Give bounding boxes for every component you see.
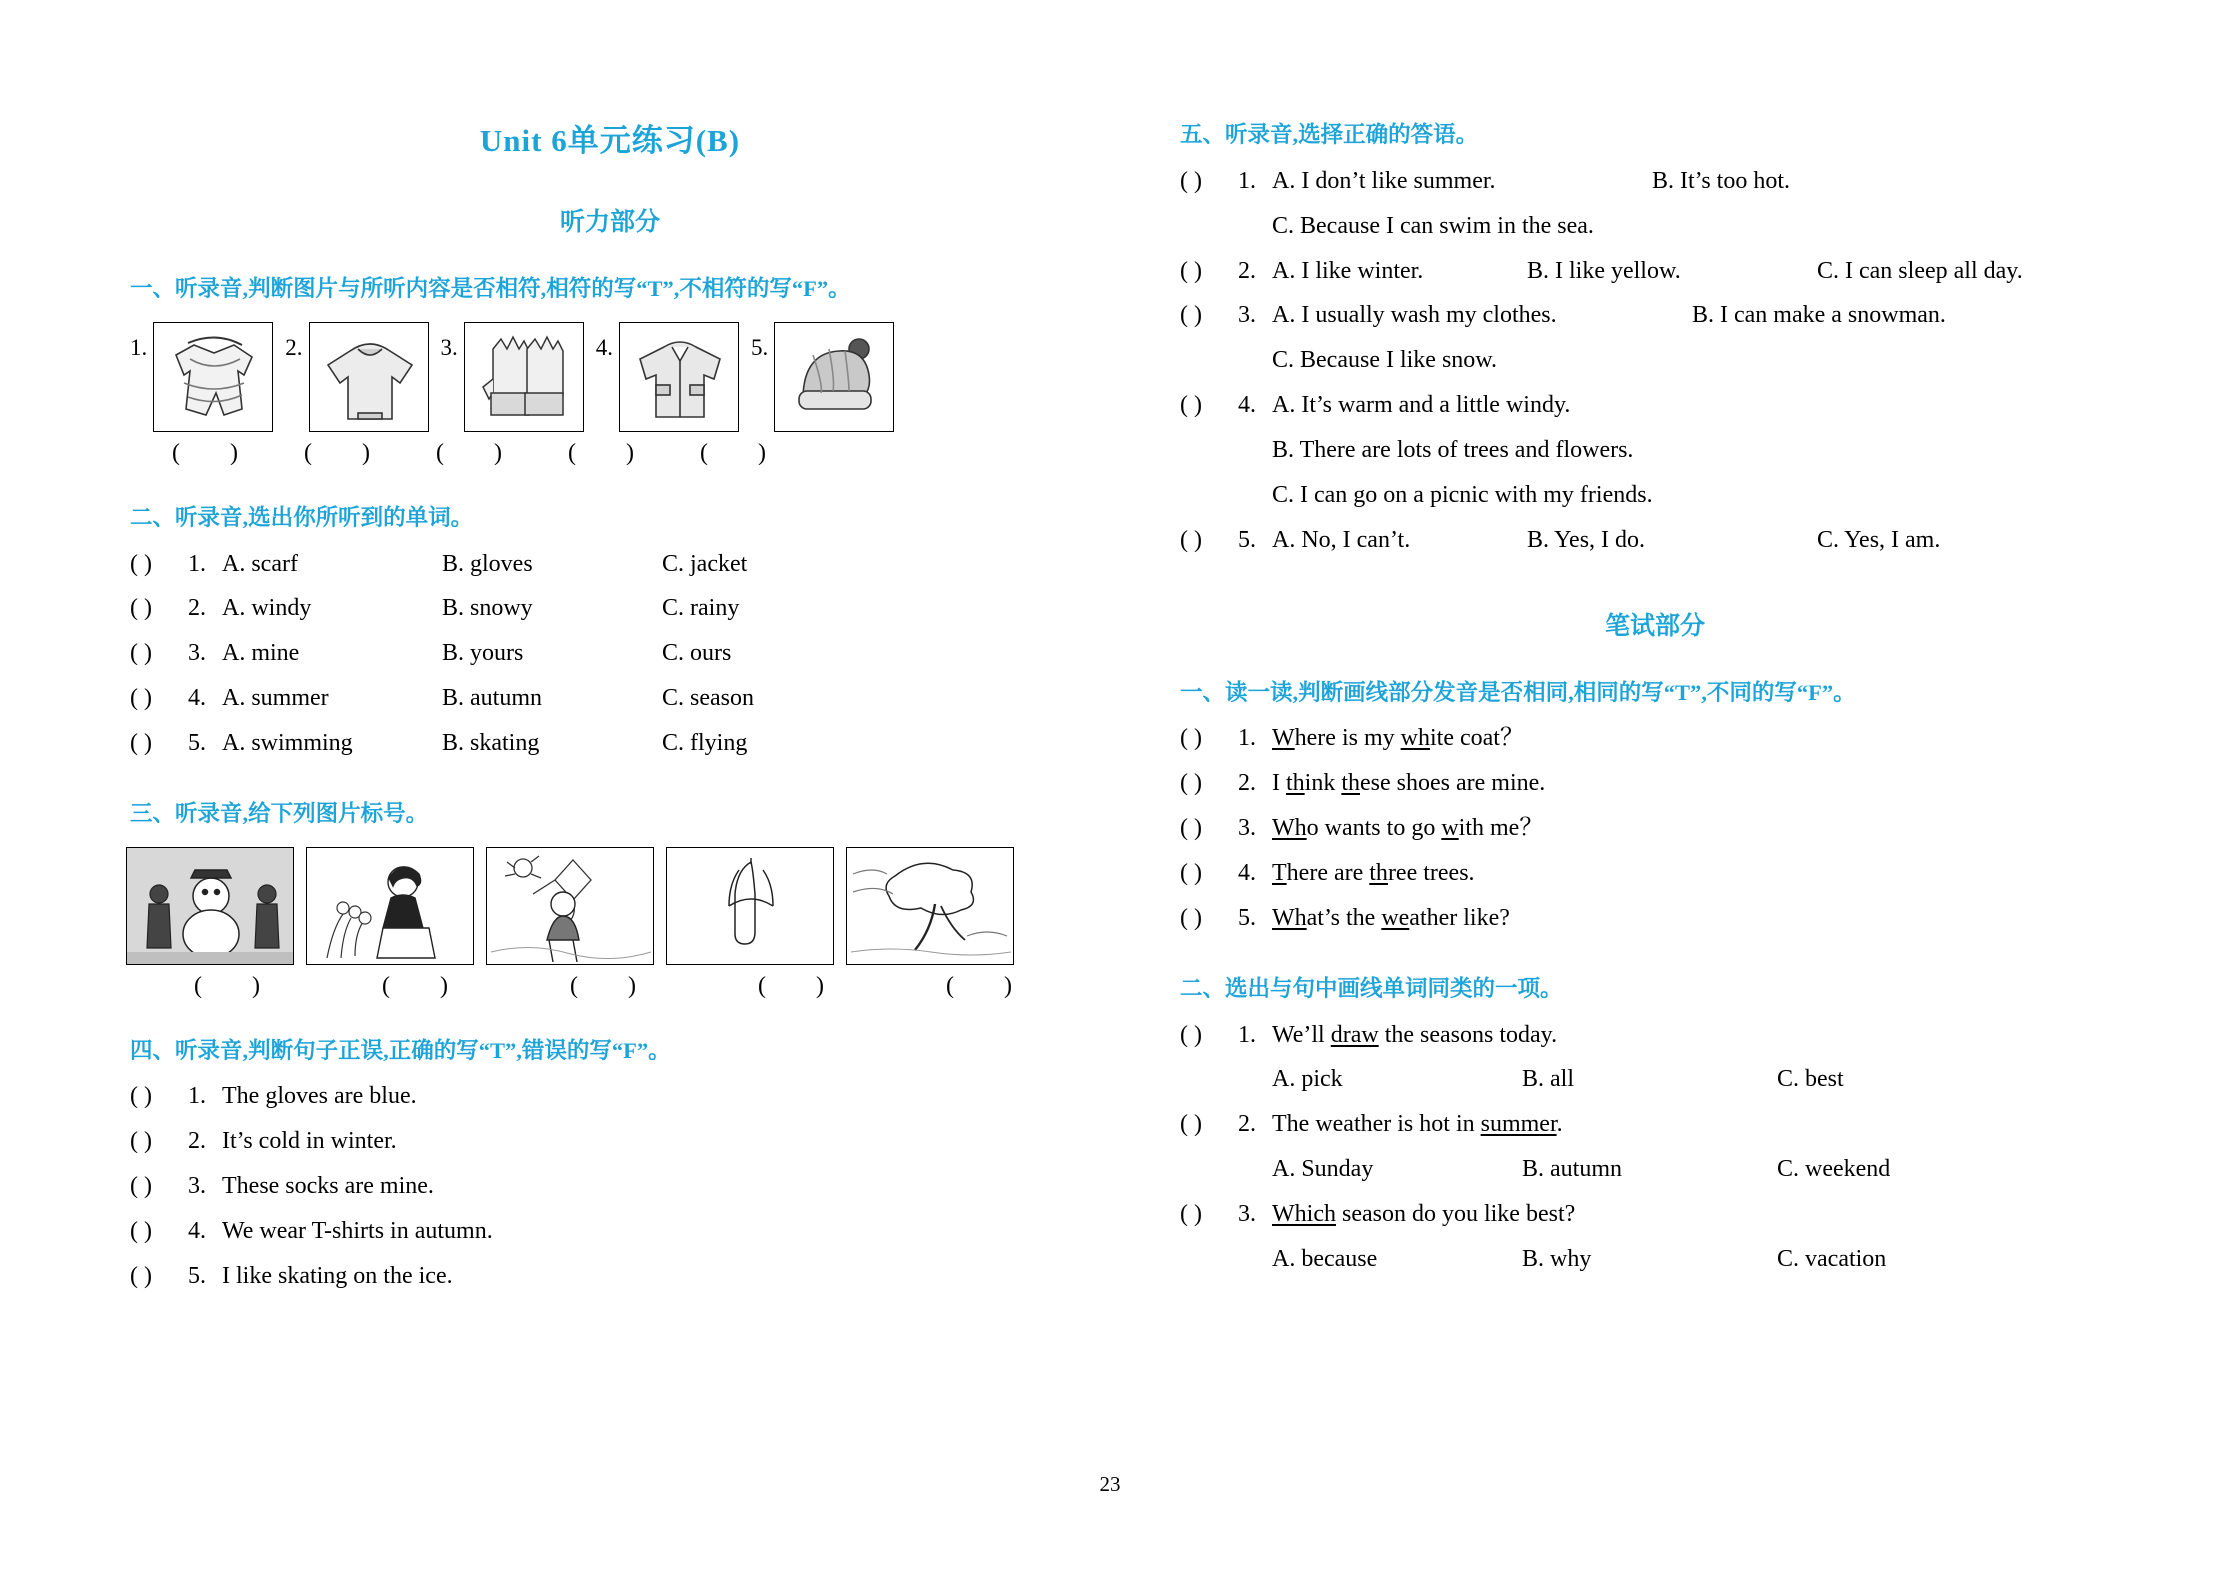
answer-slot[interactable]: ( ) [1180,167,1202,194]
question-4-heading: 四、听录音,判断句子正误,正确的写“T”,错误的写“F”。 [130,1037,671,1063]
option-c[interactable]: C. season [662,685,754,712]
answer-slot[interactable]: ( ) [130,1128,152,1155]
answer-slot[interactable]: ( ) [194,972,282,999]
sweater-picture [309,322,429,432]
question-row [1180,341,2130,380]
picture-item [130,322,273,432]
kite-picture [486,847,654,965]
question-row [1180,854,2130,893]
sentence-text: We wear T-shirts in autumn. [222,1218,493,1244]
question-row [1180,207,2130,246]
question-row [1180,1195,2130,1234]
answer-slot[interactable]: ( ) [700,439,788,466]
option-a[interactable]: A. mine [222,640,300,667]
option-b[interactable]: B. I can make a snowman. [1692,302,1946,329]
picture-item [486,847,654,965]
picture-number: 5. [751,334,769,360]
answer-slot[interactable]: ( ) [130,640,152,667]
answer-slot[interactable]: ( ) [568,439,656,466]
sentence-text: The gloves are blue. [222,1083,417,1110]
item-number: 3. [1238,815,1256,842]
option-b[interactable]: B. all [1522,1066,1574,1093]
gloves-picture [464,322,584,432]
question-3-heading: 三、听录音,给下列图片标号。 [130,800,429,826]
written-question-2-rows [1180,1016,2130,1279]
question-row [1180,1150,2130,1189]
answer-slot[interactable]: ( ) [130,1262,152,1289]
answer-slot[interactable]: ( ) [130,595,152,622]
written-section-heading: 笔试部分 [1604,612,1705,640]
option-a[interactable]: A. swimming [222,730,353,756]
option-a[interactable]: A. I usually wash my clothes. [1272,302,1557,329]
picture-item [751,322,894,432]
option-a[interactable]: A. because [1272,1245,1378,1272]
option-c[interactable]: C. Yes, I am. [1817,526,1941,553]
option-b[interactable]: B. autumn [1522,1156,1622,1183]
answer-slot[interactable]: ( ) [1180,1201,1202,1227]
option-c[interactable]: C. I can sleep all day. [1817,257,2023,284]
answer-slot[interactable]: ( ) [758,972,846,999]
sentence-text: It’s cold in winter. [222,1128,397,1155]
right-column [1180,0,2130,1279]
question-3-pictures [126,847,1090,965]
question-1-answer-slots [150,440,1090,467]
question-row [1180,476,2130,515]
answer-slot[interactable]: ( ) [570,972,658,999]
item-number: 4. [1238,392,1256,419]
question-row [1180,252,2130,291]
item-number: 5. [1238,526,1256,553]
item-number: 1. [188,550,206,577]
answer-slot[interactable]: ( ) [304,439,392,466]
option-c[interactable]: C. jacket [662,550,748,577]
item-number: 5. [188,1262,206,1289]
question-row [1180,719,2130,758]
listening-section-heading: 听力部分 [559,209,660,236]
written-question-2-heading: 二、选出与句中画线单词同类的一项。 [1180,975,1563,1001]
sentence-text: We’ll draw the seasons today. [1272,1021,1558,1048]
sentence-text: The weather is hot in summer. [1272,1111,1563,1138]
option-a[interactable]: A. pick [1272,1066,1343,1093]
answer-slot[interactable]: ( ) [130,730,152,756]
option-b[interactable]: B. I like yellow. [1527,257,1681,284]
question-row [1180,1105,2130,1144]
option-c[interactable]: C. rainy [662,595,740,622]
girl-flowers-picture [306,847,474,965]
snowman-picture [126,847,294,965]
option-b[interactable]: B. It’s too hot. [1652,167,1791,194]
answer-slot[interactable]: ( ) [130,1083,152,1110]
option-c[interactable]: C. best [1777,1066,1844,1093]
question-row [1180,764,2130,803]
option-a[interactable]: A. No, I can’t. [1272,526,1411,553]
question-5-rows [1180,162,2130,560]
item-number: 1. [188,1083,206,1110]
item-number: 2. [1238,770,1256,797]
option-a[interactable]: A. It’s warm and a little windy. [1272,392,1571,419]
option-b[interactable]: B. skating [442,730,540,756]
written-question-1-heading: 一、读一读,判断画线部分发音是否相同,相同的写“T”,不同的写“F”。 [1180,679,1856,705]
item-number: 2. [188,1128,206,1155]
question-row [130,545,1090,584]
answer-slot[interactable]: ( ) [130,1173,152,1200]
hat-picture [774,322,894,432]
option-b[interactable]: B. yours [442,640,524,667]
question-row [1180,1240,2130,1279]
question-row [1180,296,2130,335]
picture-item [441,322,584,432]
item-number: 3. [188,640,206,667]
answer-slot[interactable]: ( ) [1180,257,1202,284]
answer-slot[interactable]: ( ) [1180,860,1202,886]
question-row [130,1212,1090,1251]
item-number: 4. [1238,860,1256,886]
left-column [130,0,1090,1296]
option-a[interactable]: A. windy [222,595,312,622]
question-2-rows [130,545,1090,763]
answer-slot[interactable]: ( ) [1180,770,1202,797]
option-a[interactable]: A. Sunday [1272,1156,1374,1183]
item-number: 4. [188,1218,206,1244]
item-number: 2. [1238,257,1256,284]
question-row [130,1167,1090,1206]
answer-slot[interactable]: ( ) [1180,1111,1202,1138]
option-b[interactable]: B. There are lots of trees and flowers. [1272,437,1634,463]
item-number: 5. [188,730,206,756]
picture-number: 2. [285,334,303,360]
option-c[interactable]: C. weekend [1777,1156,1891,1183]
answer-slot[interactable]: ( ) [1180,302,1202,329]
item-number: 4. [188,685,206,712]
question-row [130,634,1090,673]
question-row [1180,162,2130,201]
question-1-pictures [130,322,1090,432]
question-row [1180,1016,2130,1055]
option-c[interactable]: C. flying [662,730,748,756]
answer-slot[interactable]: ( ) [130,685,152,712]
item-number: 5. [1238,904,1256,931]
item-number: 3. [1238,1201,1256,1227]
question-row [130,1077,1090,1116]
answer-slot[interactable]: ( ) [1180,815,1202,842]
sentence-text: There are three trees. [1272,860,1475,886]
item-number: 2. [1238,1111,1256,1138]
option-b[interactable]: B. snowy [442,595,533,622]
page-number: 23 [1099,1472,1121,1496]
question-row [1180,1060,2130,1099]
picture-number: 4. [595,334,613,360]
option-c[interactable]: C. vacation [1777,1245,1887,1272]
picture-item [596,322,739,432]
sentence-text: I like skating on the ice. [222,1262,453,1289]
answer-slot[interactable]: ( ) [1180,725,1202,752]
answer-slot[interactable]: ( ) [436,439,524,466]
question-1-heading: 一、听录音,判断图片与所听内容是否相符,相符的写“T”,不相符的写“F”。 [130,276,851,301]
question-row [130,1257,1090,1296]
question-row [1180,899,2130,938]
sentence-text: What’s the weather like? [1272,904,1510,931]
option-c[interactable]: C. I can go on a picnic with my friends. [1272,481,1653,508]
jacket-picture [619,322,739,432]
item-number: 2. [188,595,206,622]
question-4-rows [130,1077,1090,1295]
written-question-1-rows [1180,719,2130,937]
item-number: 1. [1238,1021,1256,1048]
answer-slot[interactable]: ( ) [130,550,152,577]
question-row [1180,521,2130,560]
picture-item [666,847,834,965]
sentence-text: These socks are mine. [222,1173,434,1200]
option-a[interactable]: A. scarf [222,550,298,577]
sentence-text: Who wants to go with me？ [1272,815,1544,842]
picture-number: 1. [130,334,148,360]
umbrella-picture [666,847,834,965]
question-5-heading: 五、听录音,选择正确的答语。 [1180,122,1479,147]
question-row [130,724,1090,763]
option-b[interactable]: B. autumn [442,685,542,712]
sentence-text: I think these shoes are mine. [1272,770,1546,797]
answer-slot[interactable]: ( ) [1180,392,1202,419]
scarf-picture [153,322,273,432]
option-b[interactable]: B. why [1522,1245,1592,1272]
picture-item [126,847,294,965]
question-row [1180,386,2130,425]
question-row [1180,431,2130,470]
answer-slot[interactable]: ( ) [130,1218,152,1244]
question-3-answer-slots [144,973,1090,1000]
option-b[interactable]: B. Yes, I do. [1527,526,1646,553]
option-c[interactable]: C. ours [662,640,732,667]
option-a[interactable]: A. summer [222,685,329,712]
question-row [130,679,1090,718]
question-2-heading: 二、听录音,选出你所听到的单词。 [130,504,474,530]
option-c[interactable]: C. Because I can swim in the sea. [1272,212,1594,239]
answer-slot[interactable]: ( ) [382,972,470,999]
picture-item [306,847,474,965]
option-c[interactable]: C. Because I like snow. [1272,347,1498,374]
answer-slot[interactable]: ( ) [172,439,260,466]
picture-item [846,847,1014,965]
option-a[interactable]: A. I don’t like summer. [1272,167,1496,194]
answer-slot[interactable]: ( ) [1180,1021,1202,1048]
picture-number: 3. [440,334,458,360]
sentence-text: Which season do you like best? [1272,1201,1576,1227]
item-number: 1. [1238,725,1256,752]
item-number: 1. [1238,167,1256,194]
picture-item [285,322,428,432]
answer-slot[interactable]: ( ) [1180,904,1202,931]
option-b[interactable]: B. gloves [442,550,533,577]
question-row [130,589,1090,628]
item-number: 3. [1238,302,1256,329]
question-row [1180,809,2130,848]
answer-slot[interactable]: ( ) [946,972,1034,999]
windy-tree-picture [846,847,1014,965]
option-a[interactable]: A. I like winter. [1272,257,1424,284]
answer-slot[interactable]: ( ) [1180,526,1202,553]
page-title: Unit 6单元练习(B) [479,123,741,158]
question-row [130,1122,1090,1161]
item-number: 3. [188,1173,206,1200]
sentence-text: Where is my white coat？ [1272,725,1524,752]
